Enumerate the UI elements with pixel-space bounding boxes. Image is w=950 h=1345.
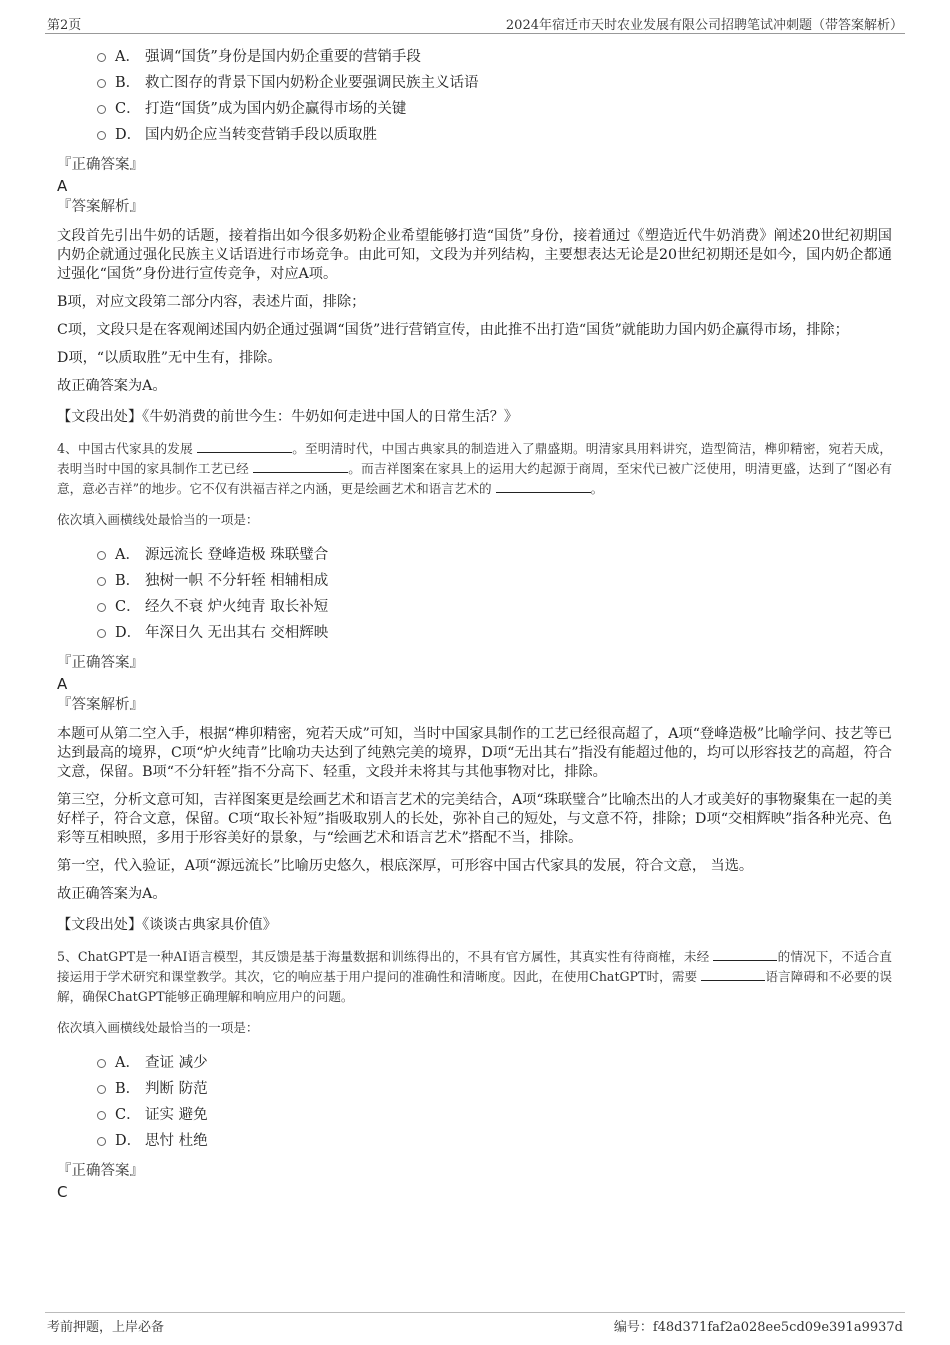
q3-analysis-paragraph: 故正确答案为A。 xyxy=(57,378,167,394)
radio-icon[interactable] xyxy=(97,1111,106,1120)
correct-answer-label: 『正确答案』 xyxy=(57,1163,144,1179)
q3-analysis-paragraph: 文段首先引出牛奶的话题，接着指出如今很多奶粉企业希望能够打造“国货”身份，接着通过《塑造近代牛奶消费》阐述20世纪初期国内奶企就通过强化民族主义话语进行市场竞争。由此可知，文段为并列结构，主要想表达无论是20世纪初期还是如今，国内奶企都通过强化“国货”身份进行宣传竞争，对应A项。 xyxy=(57,228,892,282)
q3-analysis-paragraph: D项，“以质取胜”无中生有，排除。 xyxy=(57,350,282,366)
option-letter: A． xyxy=(115,547,140,563)
radio-icon[interactable] xyxy=(97,629,106,638)
stem-text: 。 xyxy=(590,481,604,496)
option-letter: C． xyxy=(115,599,141,615)
analysis-label: 『答案解析』 xyxy=(57,199,144,215)
q4-option-b[interactable] xyxy=(57,568,892,594)
correct-answer-label: 『正确答案』 xyxy=(57,655,144,671)
option-text: 年深日久 无出其右 交相辉映 xyxy=(145,625,329,641)
option-text: 判断 防范 xyxy=(145,1081,208,1097)
stem-text: 4、中国古代家具的发展 xyxy=(57,441,193,456)
radio-icon[interactable] xyxy=(97,1137,106,1146)
option-letter: C． xyxy=(115,101,141,117)
q4-analysis-paragraph: 第一空，代入验证，A项“源远流长”比喻历史悠久，根底深厚，可形容中国古代家具的发展，符合文意， 当选。 xyxy=(57,858,754,874)
q4-source: 【文段出处】《谈谈古典家具价值》 xyxy=(57,917,277,933)
q4-option-d[interactable] xyxy=(57,620,892,646)
correct-answer-label: 『正确答案』 xyxy=(57,157,144,173)
radio-icon[interactable] xyxy=(97,79,106,88)
main-content xyxy=(57,44,892,1202)
option-text: 救亡图存的背景下国内奶粉企业要强调民族主义话语 xyxy=(145,75,479,91)
radio-icon[interactable] xyxy=(97,1085,106,1094)
option-text: 经久不衰 炉火纯青 取长补短 xyxy=(145,599,329,615)
option-text: 强调“国货”身份是国内奶企重要的营销手段 xyxy=(145,49,421,65)
option-text: 证实 避免 xyxy=(145,1107,208,1123)
stem-text: 的情况下，不适合直接运用于学术研究和课堂教学。其次，它的响应基于用户提问的准确性和清晰度。因此，在使用ChatGPT时，需要 xyxy=(57,949,892,984)
q4-option-c[interactable] xyxy=(57,594,892,620)
document-code: 编号：f48d371faf2a028ee5cd09e391a9937d xyxy=(613,1320,903,1335)
stem-text: 5、ChatGPT是一种AI语言模型，其反馈是基于海量数据和训练得出的，不具有官方属性，其真实性有待商榷，未经 xyxy=(57,949,710,964)
q5-options xyxy=(57,1050,892,1154)
q3-source: 【文段出处】《牛奶消费的前世今生：牛奶如何走进中国人的日常生活？》 xyxy=(57,409,519,425)
option-letter: D． xyxy=(115,625,142,641)
radio-icon[interactable] xyxy=(97,131,106,140)
radio-icon[interactable] xyxy=(97,1059,106,1068)
fill-blank xyxy=(197,441,292,453)
analysis-label: 『答案解析』 xyxy=(57,697,144,713)
q4-analysis-paragraph: 本题可从第二空入手，根据“榫卯精密，宛若天成”可知，当时中国家具制作的工艺已经很高超了，A项“登峰造极”比喻学问、技艺等已达到最高的境界，C项“炉火纯青”比喻功夫达到了纯熟完美的境界，D项“无出其右”指没有能超过他的，均可以形容技艺的高超，符合文意，保留。B项“不分轩轾”指不分高下、轻重，文段并未将其与其他事物对比，排除。 xyxy=(57,726,892,780)
q5-answer: C xyxy=(57,1183,68,1201)
q4-answer: A xyxy=(57,675,68,693)
q4-options xyxy=(57,542,892,646)
q5-option-c[interactable] xyxy=(57,1102,892,1128)
option-letter: B． xyxy=(115,573,141,589)
radio-icon[interactable] xyxy=(97,577,106,586)
footer-slogan: 考前押题，上岸必备 xyxy=(47,1320,165,1335)
option-letter: D． xyxy=(115,1133,142,1149)
stem-text: 。至明清时代，中国古典家具的制造进入了鼎盛期。明清家具用料讲究，造型简洁，榫卯精密，宛若天成，表明当时中国的家具制作工艺已经 xyxy=(57,441,893,476)
radio-icon[interactable] xyxy=(97,551,106,560)
option-text: 思忖 杜绝 xyxy=(145,1133,208,1149)
q3-options xyxy=(57,44,892,148)
page-number: 第2页 xyxy=(47,18,82,33)
q5-prompt: 依次填入画横线处最恰当的一项是： xyxy=(57,1020,259,1035)
page-footer xyxy=(45,1312,905,1336)
option-text: 查证 减少 xyxy=(145,1055,208,1071)
q5-option-a[interactable] xyxy=(57,1050,892,1076)
q3-option-d[interactable] xyxy=(57,122,892,148)
option-letter: A． xyxy=(115,1055,140,1071)
q5-option-b[interactable] xyxy=(57,1076,892,1102)
fill-blank xyxy=(253,461,348,473)
option-letter: B． xyxy=(115,1081,141,1097)
q3-option-a[interactable] xyxy=(57,44,892,70)
q4-option-a[interactable] xyxy=(57,542,892,568)
q4-analysis-paragraph: 第三空，分析文意可知，吉祥图案更是绘画艺术和语言艺术的完美结合，A项“珠联璧合”比喻杰出的人才或美好的事物聚集在一起的美好样子，符合文意，保留。C项“取长补短”指吸取别人的长处，弥补自己的短处，与文意不符，排除；D项“交相辉映”指各种光亮、色彩等互相映照，多用于形容美好的景象，与“绘画艺术和语言艺术”搭配不当，排除。 xyxy=(57,792,892,846)
q3-option-c[interactable] xyxy=(57,96,892,122)
radio-icon[interactable] xyxy=(97,603,106,612)
radio-icon[interactable] xyxy=(97,53,106,62)
q4-stem xyxy=(57,439,892,499)
q5-option-d[interactable] xyxy=(57,1128,892,1154)
fill-blank xyxy=(701,969,765,981)
document-title: 2024年宿迁市天时农业发展有限公司招聘笔试冲刺题（带答案解析） xyxy=(505,18,903,33)
option-letter: D． xyxy=(115,127,142,143)
option-letter: A． xyxy=(115,49,140,65)
q3-option-b[interactable] xyxy=(57,70,892,96)
q3-answer: A xyxy=(57,177,68,195)
option-letter: B． xyxy=(115,75,141,91)
q5-stem xyxy=(57,947,892,1007)
page-header xyxy=(45,14,905,34)
option-text: 打造“国货”成为国内奶企赢得市场的关键 xyxy=(145,101,407,117)
q4-analysis-paragraph: 故正确答案为A。 xyxy=(57,886,167,902)
option-text: 独树一帜 不分轩轾 相辅相成 xyxy=(145,573,329,589)
stem-text: 语言障碍和不必要的误解，确保ChatGPT能够正确理解和响应用户的问题。 xyxy=(57,969,893,1004)
q4-prompt: 依次填入画横线处最恰当的一项是： xyxy=(57,512,259,527)
fill-blank xyxy=(496,481,591,493)
radio-icon[interactable] xyxy=(97,105,106,114)
q3-analysis-paragraph: B项，对应文段第二部分内容，表述片面，排除； xyxy=(57,294,366,310)
option-text: 国内奶企应当转变营销手段以质取胜 xyxy=(145,127,377,143)
option-text: 源远流长 登峰造极 珠联璧合 xyxy=(145,547,329,563)
option-letter: C． xyxy=(115,1107,141,1123)
fill-blank xyxy=(713,949,777,961)
stem-text: 。而吉祥图案在家具上的运用大约起源于商周，至宋代已被广泛使用，明清更盛，达到了“图必有意，意必吉祥”的地步。它不仅有洪福吉祥之内涵，更是绘画艺术和语言艺术的 xyxy=(57,461,892,496)
q3-analysis-paragraph: C项，文段只是在客观阐述国内奶企通过强调“国货”进行营销宣传，由此推不出打造“国货”就能助力国内奶企赢得市场，排除； xyxy=(57,322,849,338)
